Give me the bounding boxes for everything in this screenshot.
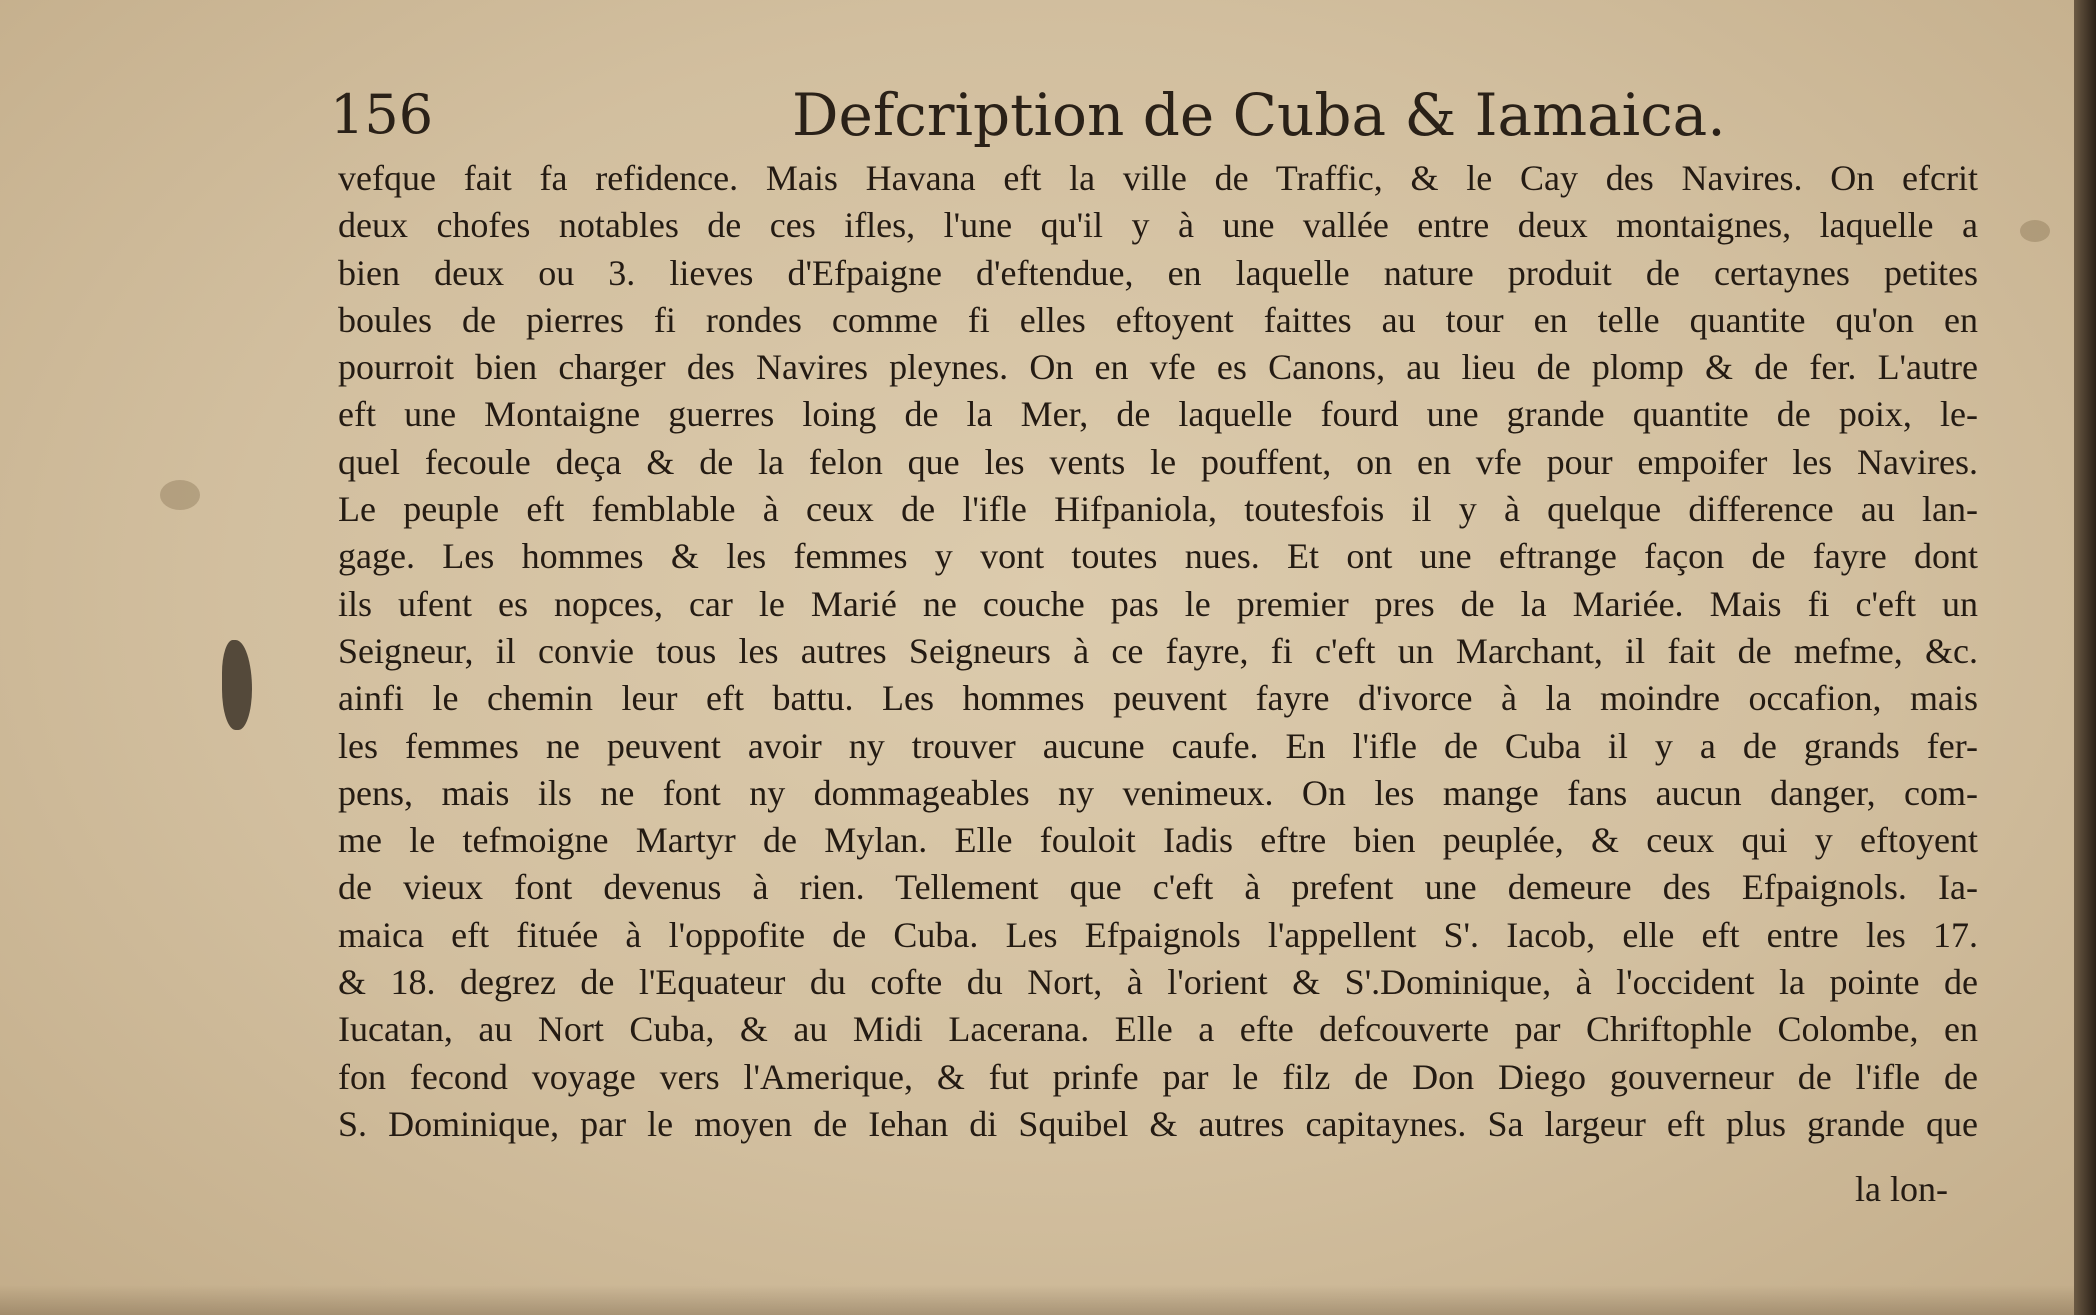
body-text bbox=[338, 155, 1978, 1148]
text-line: ainfi le chemin leur eft battu. Les hommes peuvent fayre d'ivorce à la moindre occafion, mais bbox=[338, 678, 1978, 719]
text-line: Iucatan, au Nort Cuba, & au Midi Lacerana. Elle a efte defcouverte par Chriftophle Colombe, en bbox=[338, 1009, 1978, 1050]
text-line: ils ufent es nopces, car le Marié ne couche pas le premier pres de la Mariée. Mais fi c'eft un bbox=[338, 583, 1978, 624]
text-line: gage. Les hommes & les femmes y vont toutes nues. Et ont une eftrange façon de fayre dont bbox=[338, 536, 1978, 577]
text-line: deux chofes notables de ces ifles, l'une qu'il y à une vallée entre deux montaignes, laquelle a bbox=[338, 205, 1978, 246]
text-line: de vieux font devenus à rien. Tellement que c'eft à prefent une demeure des Efpaignols. Ia- bbox=[338, 867, 1978, 908]
ink-mark bbox=[222, 640, 252, 730]
text-line: Seigneur, il convie tous les autres Seigneurs à ce fayre, fi c'eft un Marchant, il fait de mefme, &c. bbox=[338, 630, 1978, 671]
page-number: 156 bbox=[330, 83, 434, 146]
stain bbox=[2020, 220, 2050, 242]
text-line: S. Dominique, par le moyen de Iehan di Squibel & autres capitaynes. Sa largeur eft plus grande que bbox=[338, 1103, 1978, 1144]
text-line: les femmes ne peuvent avoir ny trouver aucune caufe. En l'ifle de Cuba il y a de grands fer- bbox=[338, 725, 1978, 766]
text-line: fon fecond voyage vers l'Amerique, & fut prinfe par le filz de Don Diego gouverneur de l'ifle de bbox=[338, 1056, 1978, 1097]
stain bbox=[160, 480, 200, 510]
page-header bbox=[330, 80, 1990, 150]
text-line: eft une Montaigne guerres loing de la Mer, de laquelle fourd une grande quantite de poix, le- bbox=[338, 394, 1978, 435]
text-line: bien deux ou 3. lieves d'Efpaigne d'eftendue, en laquelle nature produit de certaynes petites bbox=[338, 252, 1978, 293]
text-line: pens, mais ils ne font ny dommageables ny venimeux. On les mange fans aucun danger, com- bbox=[338, 772, 1978, 813]
text-line: Le peuple eft femblable à ceux de l'ifle Hifpaniola, toutesfois il y à quelque difference au lan- bbox=[338, 489, 1978, 530]
text-line: & 18. degrez de l'Equateur du cofte du Nort, à l'orient & S'.Dominique, à l'occident la pointe de bbox=[338, 962, 1978, 1003]
page-edge-shadow bbox=[0, 1285, 2096, 1315]
binding-edge bbox=[2074, 0, 2096, 1315]
text-line: pourroit bien charger des Navires pleynes. On en vfe es Canons, au lieu de plomp & de fer. L'autre bbox=[338, 347, 1978, 388]
text-line: quel fecoule deça & de la felon que les vents le pouffent, on en vfe pour empoifer les Navires. bbox=[338, 441, 1978, 482]
text-line: maica eft fituée à l'oppofite de Cuba. Les Efpaignols l'appellent S'. Iacob, elle eft entre les 17. bbox=[338, 914, 1978, 955]
running-title: Defcription de Cuba & Iamaica. bbox=[792, 81, 1726, 149]
text-line: vefque fait fa refidence. Mais Havana eft la ville de Traffic, & le Cay des Navires. On efcrit bbox=[338, 158, 1978, 198]
text-line: boules de pierres fi rondes comme fi elles eftoyent faittes au tour en telle quantite qu'on en bbox=[338, 299, 1978, 340]
text-line: me le tefmoigne Martyr de Mylan. Elle fouloit Iadis eftre bien peuplée, & ceux qui y eftoyent bbox=[338, 820, 1978, 861]
catchword: la lon- bbox=[1855, 1169, 1948, 1209]
